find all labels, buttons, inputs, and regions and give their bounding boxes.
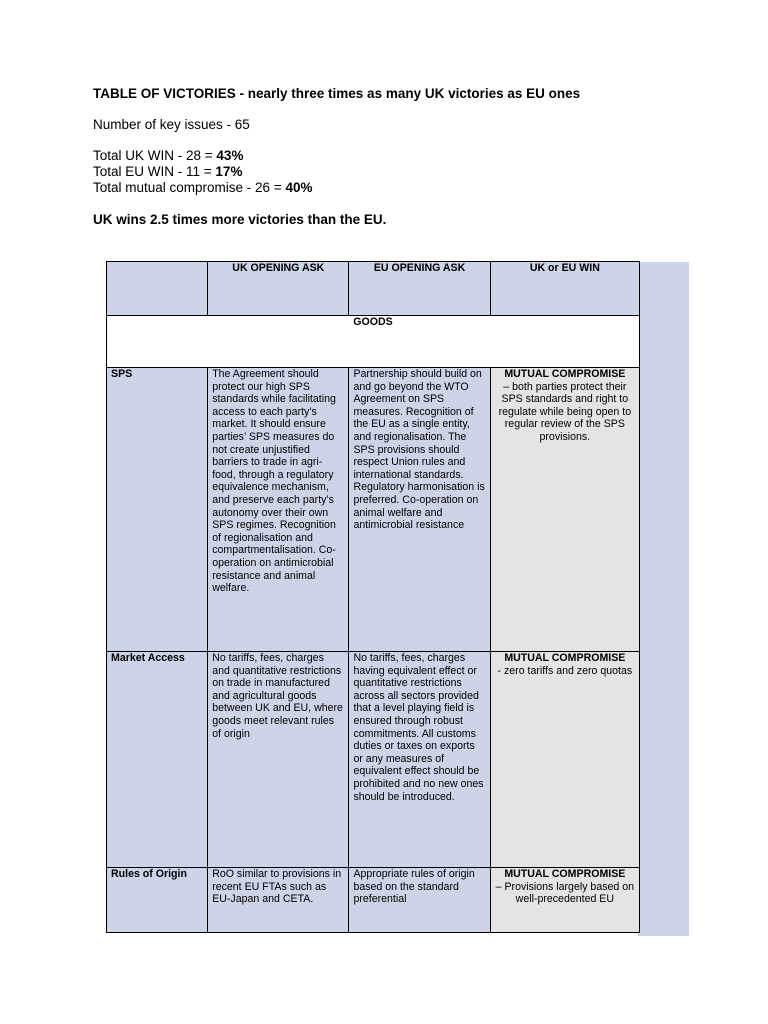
verdict-title: MUTUAL COMPROMISE [504,868,626,880]
eu-opening-ask-cell: Appropriate rules of origin based on the standard preferential [349,868,490,933]
table-row [107,868,640,933]
header-issue [107,262,208,316]
mutual-percent: 40% [285,180,313,195]
summary-statement: UK wins 2.5 times more victories than the EU. [93,212,387,227]
eu-opening-ask-cell: No tariffs, fees, charges having equivalent effect or quantitative restrictions across all sectors provided that a level playing field is ensured through robust commitments. All customs duties or taxes on exports or any measures of equivalent effect should be prohibited and no new ones should be introduced. [349,652,490,868]
mutual-compromise-total [93,180,733,196]
table-side-band [638,262,689,936]
uk-win-percent: 43% [216,148,244,163]
verdict-cell [490,368,639,652]
section-row-goods [107,316,640,368]
table-row [107,368,640,652]
verdict-text: – Provisions largely based on well-precedented EU [495,880,635,906]
eu-win-label: Total EU WIN - 11 = [93,164,216,179]
verdict-text: – both parties protect their SPS standards and right to regulate while being open to regular review of the SPS provisions. [498,380,632,443]
eu-win-percent: 17% [215,164,243,179]
verdict-title: MUTUAL COMPROMISE [504,652,626,664]
section-label: GOODS [107,316,640,368]
table-row [107,652,640,868]
intro-block [93,86,733,228]
issue-label: SPS [107,368,208,652]
header-winner: UK or EU WIN [490,262,639,316]
uk-opening-ask-cell: No tariffs, fees, charges and quantitative restrictions on trade in manufactured and agricultural goods between UK and EU, where goods meet relevant rules of origin [208,652,349,868]
issue-label: Rules of Origin [107,868,208,933]
key-issues-count: Number of key issues - 65 [93,117,250,132]
mutual-label: Total mutual compromise - 26 = [93,180,286,195]
uk-opening-ask-cell: RoO similar to provisions in recent EU FTAs such as EU-Japan and CETA. [208,868,349,933]
verdict-cell [490,652,639,868]
verdict-text: - zero tariffs and zero quotas [497,664,633,677]
uk-win-total [93,148,733,164]
victories-table [106,261,640,933]
uk-opening-ask-cell: The Agreement should protect our high SPS standards while facilitating access to each party’s market. It should ensure parties’ SPS measures do not create unjustified barriers to trade in agri-food, through a regulatory equivalence mechanism, and preserve each party’s autonomy over their own SPS regimes. Recognition of regionalisation and compartmentalisation. Co-operation on antimicrobial resistance and animal welfare. [208,368,349,652]
issue-label: Market Access [107,652,208,868]
header-eu-opening-ask: EU OPENING ASK [349,262,490,316]
verdict-title: MUTUAL COMPROMISE [504,368,626,380]
uk-win-label: Total UK WIN - 28 = [93,148,217,163]
table-header-row [107,262,640,316]
header-uk-opening-ask: UK OPENING ASK [208,262,349,316]
verdict-cell [490,868,639,933]
document-title: TABLE OF VICTORIES - nearly three times as many UK victories as EU ones [93,86,581,101]
eu-win-total [93,164,733,180]
eu-opening-ask-cell: Partnership should build on and go beyond the WTO Agreement on SPS measures. Recognition of the EU as a single entity, and regionalisation. The SPS provisions should respect Union rules and international standards. Regulatory harmonisation is preferred. Co-operation on animal welfare and antimicrobial resistance [349,368,490,652]
